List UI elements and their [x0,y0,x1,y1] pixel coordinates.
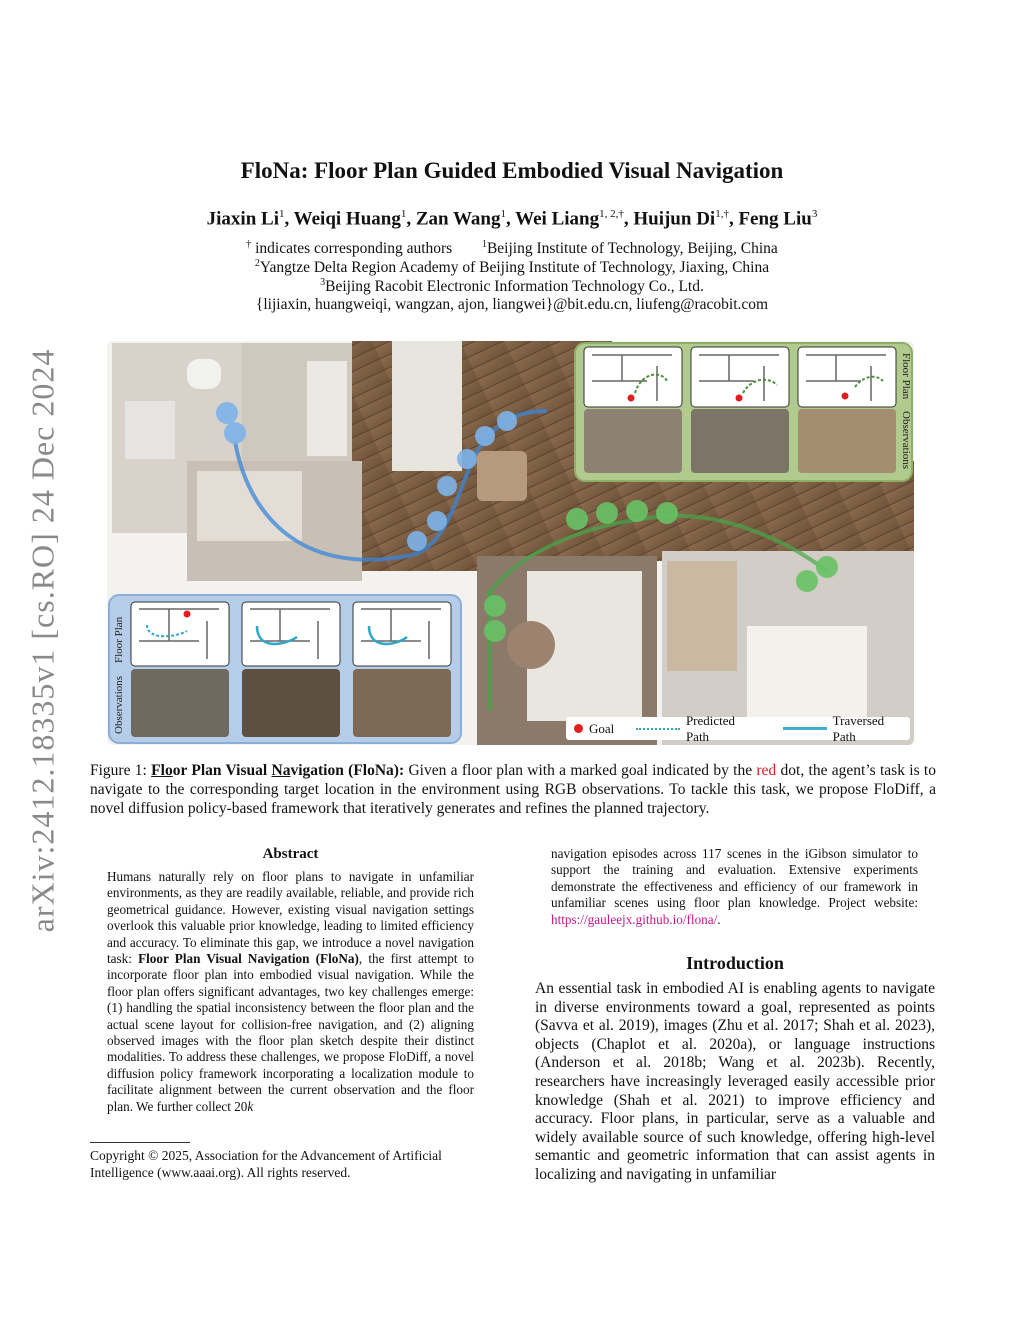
traversed-path-icon [783,727,827,730]
corr-mark: † [246,239,252,250]
wardrobe [667,561,737,671]
author-name: Wei Liang [515,208,600,230]
affil-sup: 3 [320,277,326,288]
figure-1-scene [107,341,914,745]
author-name: Feng Liu [738,208,812,230]
label-floor-plan-right: Floor Plan [900,353,912,400]
affiliation-line-1 [0,239,1024,258]
figure-legend [566,712,910,744]
abstract-section [107,846,474,1115]
toilet [187,359,221,389]
dining-table [477,451,527,501]
arxiv-sidebar [18,330,68,950]
corr-note: indicates corresponding authors [251,240,453,258]
legend-predicted: Predicted Path [685,712,736,744]
bed [747,626,867,721]
affiliation: Beijing Institute of Technology, Beijing, China [486,240,778,258]
arxiv-id: arXiv:2412.18335v1 [cs.RO] 24 Dec 2024 [24,348,61,932]
project-link[interactable]: https://gauleejx.github.io/flona/ [551,911,718,927]
label-observations-right: Observations [900,411,912,470]
legend-traversed: Traversed Path [832,712,885,744]
abstract-heading: Abstract [262,846,319,862]
footnote-rule [90,1142,190,1143]
affiliation: Yangtze Delta Region Academy of Beijing Institute of Technology, Jiaxing, China [259,259,770,277]
green-panel-cells [584,347,896,473]
affil-sup: 1 [481,239,487,250]
blue-panel-cells [131,602,451,737]
copyright-footnote: Copyright © 2025, Association for the Advancement of Artificial Intelligence (www.aaai.org). All rights reserved. [90,1148,442,1180]
red-word: red [756,762,777,779]
author-sup: 1 [400,208,407,220]
caption-name: Floor Plan Visual Navigation (FloNa): [151,762,405,779]
introduction-heading: Introduction [686,953,784,973]
author-sup: 3 [811,208,818,220]
label-floor-plan-left: Floor Plan [113,616,125,663]
author-name: Zan Wang [415,208,501,230]
email-line: {lijiaxin, huangweiqi, wangzan, ajon, liangwei}@bit.edu.cn, liufeng@racobit.com [255,296,769,313]
abstract-continued: navigation episodes across 117 scenes in the iGibson simulator to support the training and evaluation. Extensive experiments demonstrate the effectiveness and efficiency of our framework in unfamiliar scenes using floor plan knowledge. Project website: https://gauleejx.github.io/flona/. [551,846,918,927]
author-list: Jiaxin Li$^1$, Weiqi Huang$^1$, Zan Wang$^1$, Wei Liang$^{1, 2,\dagger}$, Huijun $Di^{1,\dagger}$, Feng Liu$^3$ [206,208,818,230]
sink [125,401,175,459]
author-name: Huijun Di [633,208,716,230]
author-sup: 1 [500,208,506,220]
boxes [197,471,302,541]
author-sup: 1, 2,† [599,208,624,220]
affiliation-line-3 [0,277,1024,296]
caption-label: Figure 1: [90,762,152,779]
task-name-bold: Floor Plan Visual Navigation (FloNa) [138,951,359,967]
goal-dot-icon [574,724,583,733]
abstract-text: Humans naturally rely on floor plans to navigate in unfamiliar environments, as they are readily available, reliable, and provide rich geometrical guidance. However, existing visual navigation settings overlook this valuable prior knowledge, leading to limited efficiency and accuracy. To eliminate this gap, we introduce a novel navigation task: Floor Plan Visual Navigation (FloNa), the first attempt to incorporate floor plan into embodied visual navigation. While the floor plan offers significant advantages, two key challenges emerge: (1) handling the spatial inconsistency between the floor plan and the actual scene layout for collision-free navigation, and (2) aligning observed images with the floor plan sketch despite their distinct modalities. To address these challenges, we propose FloDiff, a novel diffusion policy framework incorporating a localization module to facilitate alignment between the current observation and the floor plan. We further collect 20k [107,869,474,1114]
author-name: Weiqi Huang [293,208,401,230]
paper-title: FloNa: Floor Plan Guided Embodied Visual Navigation [240,158,784,183]
affiliation: Beijing Racobit Electronic Information Technology Co., Ltd. [325,278,704,296]
introduction-text: An essential task in embodied AI is enabling agents to navigate in diverse environments toward a goal, represented as points (Savva et al. 2019), images (Zhu et al. 2017; Shah et al. 2023), objects (Chaplot et al. 2020a), or language instructions (Anderson et al. 2018b; Wang et al. 2023b). Recently, researchers have increasingly leveraged easily accessible prior knowledge (Shah et al. 2021) to improve efficiency and accuracy. Floor plans, in particular, serve as a valuable and widely available source of such knowledge, offering high-level semantic and geometric information that can assist agents in localizing and navigating in unfamiliar [535,980,935,1183]
legend-goal: Goal [588,720,615,736]
affil-sup: 2 [254,258,260,269]
coffee-table [507,621,555,669]
kitchen-counter [392,341,462,471]
author-sup: 1 [278,208,285,220]
label-observations-left: Observations [113,675,125,734]
author-name: Jiaxin Li [206,208,279,230]
figure-caption: Figure 1: Floor Plan Visual Navigation (FloNa): Given a floor plan with a marked goal indicated by the red dot, the agent’s task is to navigate to the corresponding target location in the environment using RGB observations. To tackle this task, we propose FloDiff, a novel diffusion policy-based framework that iteratively generates and refines the planned trajectory. [90,762,936,817]
predicted-path-icon [636,728,680,730]
scene-illustration [107,341,914,745]
cabinet [307,361,347,456]
author-sup: 1,† [715,208,729,220]
affiliation-line-2 [0,258,1024,277]
